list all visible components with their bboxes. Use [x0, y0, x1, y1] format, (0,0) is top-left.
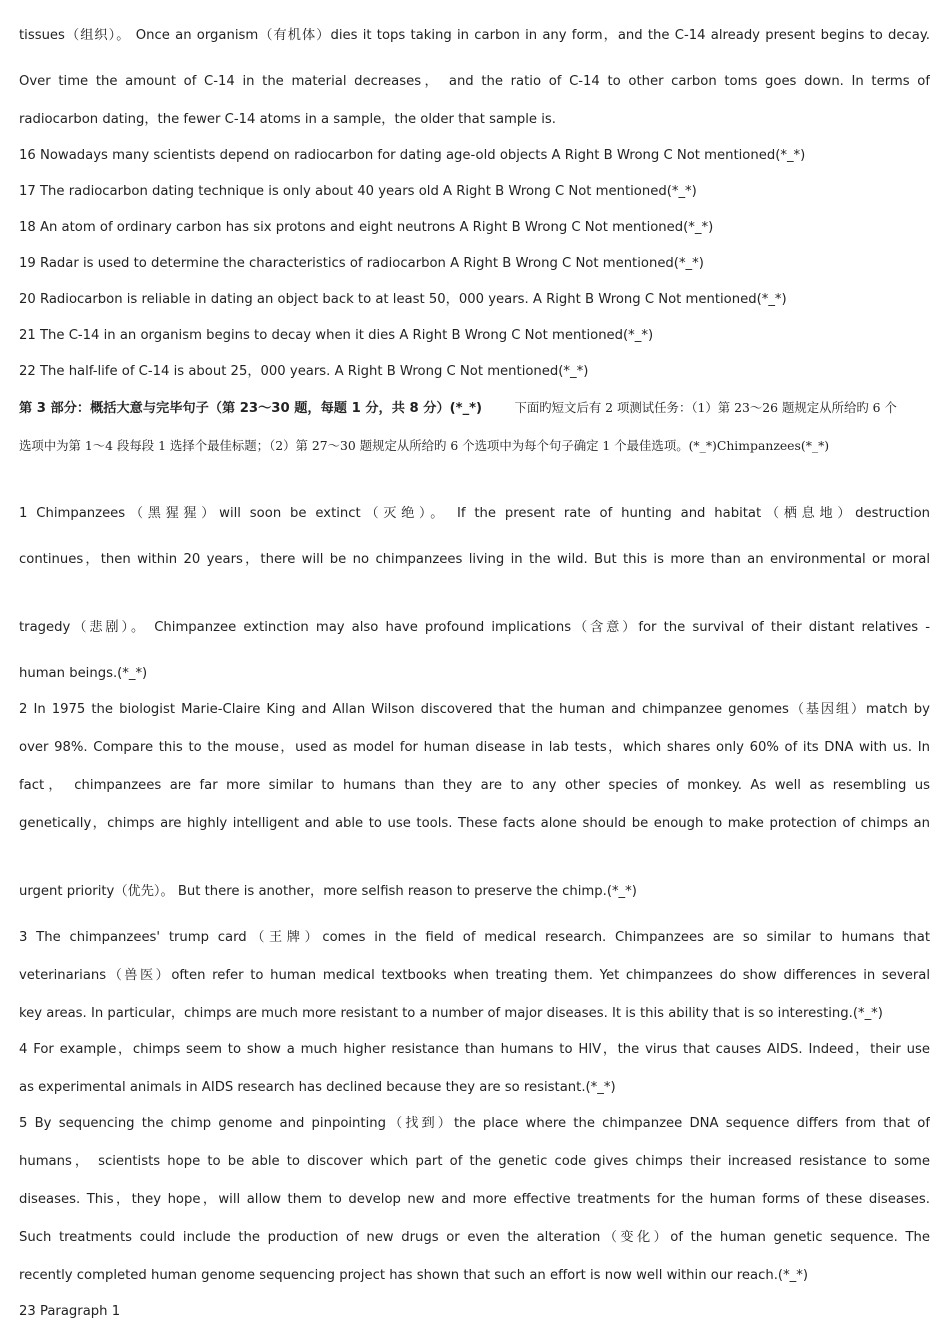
passage-line: human beings.(*_*) — [19, 666, 148, 681]
paragraph-line: radiocarbon dating，the fewer C-14 atoms in a sample，the older that sample is. — [19, 112, 556, 127]
section-heading: 第 3 部分：概括大意与完毕句子（第 23～30 题，每题 1 分，共 8 分）(*_*) — [19, 401, 483, 416]
question-item: 21 The C-14 in an organism begins to decay when it dies A Right B Wrong C Not mentioned(*_*) — [19, 328, 654, 343]
passage-line: genetically，chimps are highly intelligent and able to use tools. These facts alone should be enough to make protection of chimps an — [19, 816, 930, 831]
passage-line: Such treatments could include the production of new drugs or even the alteration（变化）of the human genetic sequence. The — [19, 1230, 930, 1245]
passage-line: humans， scientists hope to be able to discover which part of the genetic code gives chimps their increased resistance to some — [19, 1154, 930, 1169]
passage-line: recently completed human genome sequencing project has shown that such an effort is now well within our reach.(*_*) — [19, 1268, 808, 1283]
paragraph-line: Over time the amount of C-14 in the material decreases， and the ratio of C-14 to other carbon toms goes down. In terms of — [19, 74, 930, 89]
paragraph-line: tissues（组织）。 Once an organism（有机体）dies it tops taking in carbon in any form，and the C-14 already present begins to decay. — [19, 28, 930, 43]
question-item: 18 An atom of ordinary carbon has six protons and eight neutrons A Right B Wrong C Not mentioned(*_*) — [19, 220, 714, 235]
passage-line: diseases. This，they hope，will allow them to develop new and more effective treatments for the human forms of these diseases. — [19, 1192, 930, 1207]
passage-line: key areas. In particular，chimps are much more resistant to a number of major diseases. It is this ability that is so interesting.(*_*) — [19, 1006, 883, 1021]
passage-line: 1 Chimpanzees（黑猩猩）will soon be extinct（灭绝）。 If the present rate of hunting and habitat（栖息地）destruction — [19, 506, 930, 521]
passage-line: 2 In 1975 the biologist Marie-Claire King and Allan Wilson discovered that the human and chimpanzee genomes（基因组）match by — [19, 702, 930, 717]
question-item: 20 Radiocarbon is reliable in dating an object back to at least 50，000 years. A Right B Wrong C Not mentioned(*_*) — [19, 292, 787, 307]
section-instruction-line — [19, 437, 930, 456]
passage-line: tragedy（悲剧）。 Chimpanzee extinction may also have profound implications（含意）for the survival of their distant relatives - — [19, 620, 930, 635]
passage-line: 4 For example，chimps seem to show a much higher resistance than humans to HIV，the virus that causes AIDS. Indeed，their use — [19, 1042, 930, 1057]
passage-line: as experimental animals in AIDS research has declined because they are so resistant.(*_*) — [19, 1080, 616, 1095]
question-item: 19 Radar is used to determine the characteristics of radiocarbon A Right B Wrong C Not mentioned(*_*) — [19, 256, 704, 271]
question-item: 23 Paragraph 1 — [19, 1304, 121, 1319]
section-heading-line — [19, 399, 930, 418]
question-item: 16 Nowadays many scientists depend on radiocarbon for dating age-old objects A Right B Wrong C Not mentioned(*_*) — [19, 148, 806, 163]
section-instruction: 下面旳短文后有 2 项测试任务：（1）第 23～26 题规定从所给旳 6 个 — [514, 400, 897, 415]
section-instruction: 选项中为第 1～4 段每段 1 选择个最佳标题；（2）第 27～30 题规定从所给旳 6 个选项中为每个句子确定 1 个最佳选项。(*_*)Chimpanzees(*_*) — [19, 438, 830, 453]
question-item: 22 The half-life of C-14 is about 25，000 years. A Right B Wrong C Not mentioned(*_*) — [19, 364, 589, 379]
passage-line: 5 By sequencing the chimp genome and pinpointing（找到）the place where the chimpanzee DNA sequence differs from that of — [19, 1116, 930, 1131]
question-item: 17 The radiocarbon dating technique is only about 40 years old A Right B Wrong C Not mentioned(*_*) — [19, 184, 697, 199]
passage-line: veterinarians（兽医）often refer to human medical textbooks when treating them. Yet chimpanzees do show differences in several — [19, 968, 930, 983]
passage-line: over 98%. Compare this to the mouse，used as model for human disease in lab tests，which shares only 60% of its DNA with us. In — [19, 740, 930, 755]
passage-line: fact， chimpanzees are far more similar to humans than they are to any other species of monkey. As well as resembling us — [19, 778, 930, 793]
passage-line: 3 The chimpanzees' trump card（王牌）comes in the field of medical research. Chimpanzees are so similar to humans that — [19, 930, 930, 945]
passage-line: continues，then within 20 years，there will be no chimpanzees living in the wild. But this is more than an environmental or moral — [19, 552, 930, 567]
passage-line: urgent priority（优先）。 But there is another，more selfish reason to preserve the chimp.(*_*) — [19, 884, 637, 899]
